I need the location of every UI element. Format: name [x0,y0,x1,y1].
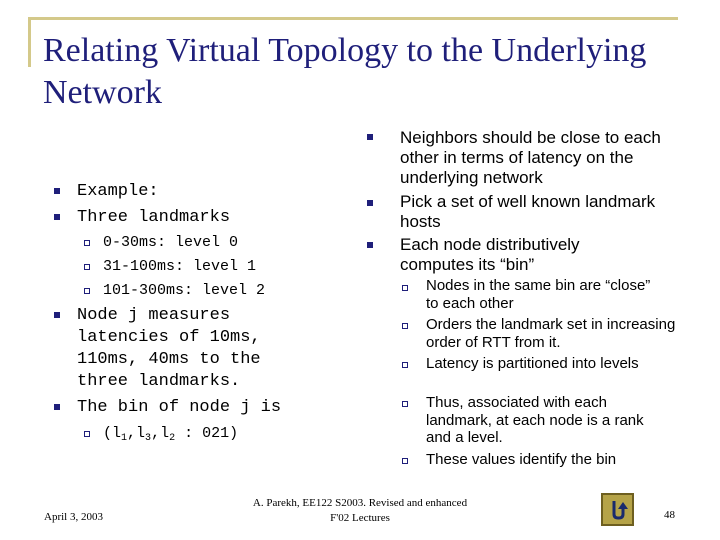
sub-bullet-marker [402,362,408,368]
subpoint-item: Orders the landmark set in increasing order of RTT from it. [426,316,676,351]
sub-bullet-marker [402,323,408,329]
level-item: 31-100ms: level 1 [103,258,257,275]
return-arrow-icon [606,498,630,522]
example-label: Example: [77,182,159,201]
bullet-marker [367,134,373,140]
sub-bullet-marker [84,431,90,437]
bullet-marker [54,188,60,194]
bullet-marker [367,200,373,206]
sub-bullet-marker [84,240,90,246]
footer-date: April 3, 2003 [44,511,103,523]
sub-bullet-marker [402,285,408,291]
subpoint-item: Latency is partitioned into levels [426,355,639,372]
bin-value: ($l_1,l_3,l_2$ : 021) [103,425,239,444]
bin-label: The bin of node j is [77,398,282,417]
point-latency: Neighbors should be close to each other in terms of latency on the underlying network [400,128,661,187]
title-frame-top-line [28,17,678,20]
level-item: 101-300ms: level 2 [103,282,266,299]
level-item: 0-30ms: level 0 [103,234,239,251]
bullet-marker [54,214,60,220]
sub-bullet-marker [84,264,90,270]
sub-bullet-marker [84,288,90,294]
subpoint-item: These values identify the bin [426,451,617,468]
return-button[interactable] [601,493,634,526]
bullet-marker [367,242,373,248]
subpoint-item: Nodes in the same bin are “close” to each other [426,277,651,312]
bullet-marker [54,404,60,410]
bullet-marker [54,312,60,318]
sub-bullet-marker [402,401,408,407]
point-landmarks: Pick a set of well known landmark hosts [400,192,656,231]
footer-credit: A. Parekh, EE122 S2003. Revised and enhanced F'02 Lectures [252,497,468,524]
subpoint-item: Thus, associated with each landmark, at each node is a rank and a level. [426,394,644,446]
sub-bullet-marker [402,458,408,464]
measure-text: Node j measures latencies of 10ms, 110ms, 40ms to the three landmarks. [77,306,261,391]
landmarks-label: Three landmarks [77,208,231,227]
page-number: 48 [664,509,675,521]
slide-title: Relating Virtual Topology to the Underlying Network [43,32,647,111]
point-bin: Each node distributively computes its “bin” [400,235,580,274]
title-frame-left-line [28,17,31,67]
